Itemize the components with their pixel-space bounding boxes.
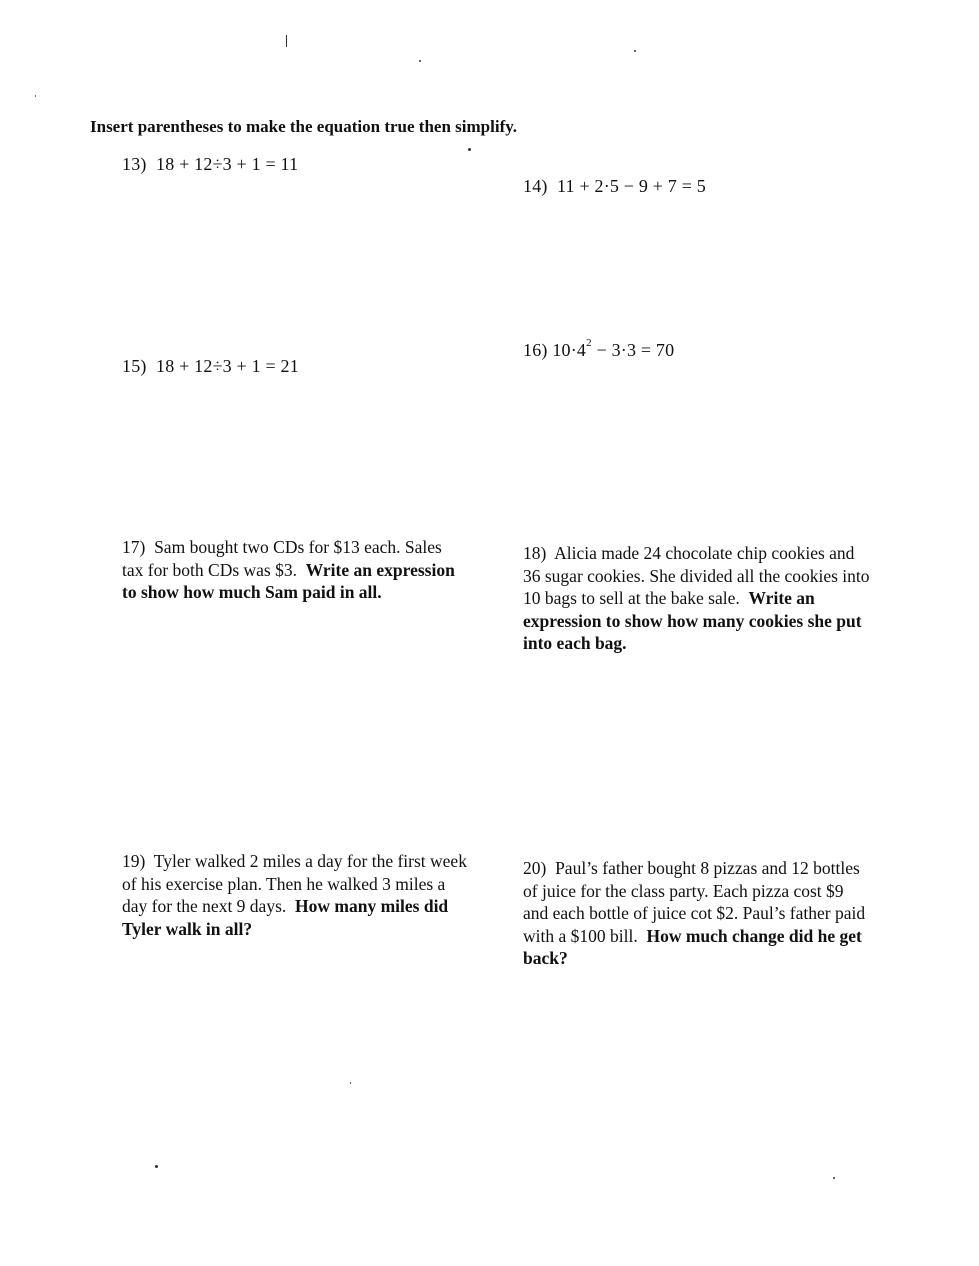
problem-13 <box>122 154 298 175</box>
scan-speck <box>833 1177 835 1179</box>
problem-exponent: 2 <box>586 337 592 349</box>
scan-speck <box>634 50 636 52</box>
scan-speck <box>35 95 36 97</box>
problem-15 <box>122 356 299 377</box>
problem-number: 16) <box>523 340 548 360</box>
problem-number: 19) <box>122 851 146 871</box>
problem-number: 18) <box>523 543 547 563</box>
scan-speck <box>286 35 287 47</box>
scan-speck <box>468 148 471 151</box>
problem-19 <box>122 850 467 940</box>
problem-text: Tyler walked 2 miles a day for the first week of his exercise plan. Then he walked 3 miles a day for the next 9 days. <box>122 851 467 917</box>
problem-expression: 11 + 2·5 − 9 + 7 = 5 <box>557 176 706 196</box>
scan-speck <box>155 1165 158 1168</box>
instructions-heading: Insert parentheses to make the equation true then simplify. <box>90 117 518 136</box>
problem-number: 13) <box>122 154 147 174</box>
problem-18 <box>523 542 873 655</box>
problem-text: Sam bought two CDs for $13 each. Sales tax for both CDs was $3. <box>122 537 442 580</box>
problem-base: 10·4 <box>552 340 587 360</box>
problem-question: Write an expression to show how much Sam paid in all. <box>122 559 455 603</box>
problem-number: 20) <box>523 858 547 878</box>
problem-14 <box>523 176 706 197</box>
problem-17 <box>122 536 462 604</box>
problem-16 <box>523 337 675 361</box>
problem-text: Paul’s father bought 8 pizzas and 12 bottles of juice for the class party. Each pizza cost $9 and each bottle of juice cot $2. Paul’s father paid with a $100 bill. <box>523 858 866 946</box>
problem-number: 15) <box>122 356 147 376</box>
problem-number: 14) <box>523 176 548 196</box>
problem-question: Write an expression to show how many cookies she put into each bag. <box>523 588 862 654</box>
problem-question: How many miles did Tyler walk in all? <box>122 896 449 939</box>
problem-20 <box>523 857 868 970</box>
problem-number: 17) <box>122 537 146 557</box>
problem-question: How much change did he get back? <box>523 925 862 969</box>
problem-expression: 18 + 12÷3 + 1 = 21 <box>156 356 299 376</box>
problem-rest: − 3·3 = 70 <box>591 340 675 360</box>
problem-expression: 18 + 12÷3 + 1 = 11 <box>156 154 299 174</box>
scan-speck <box>419 60 421 62</box>
problem-text: Alicia made 24 chocolate chip cookies and 36 sugar cookies. She divided all the cookies into 10 bags to sell at the bake sale. <box>523 543 870 609</box>
scan-speck <box>350 1082 351 1084</box>
